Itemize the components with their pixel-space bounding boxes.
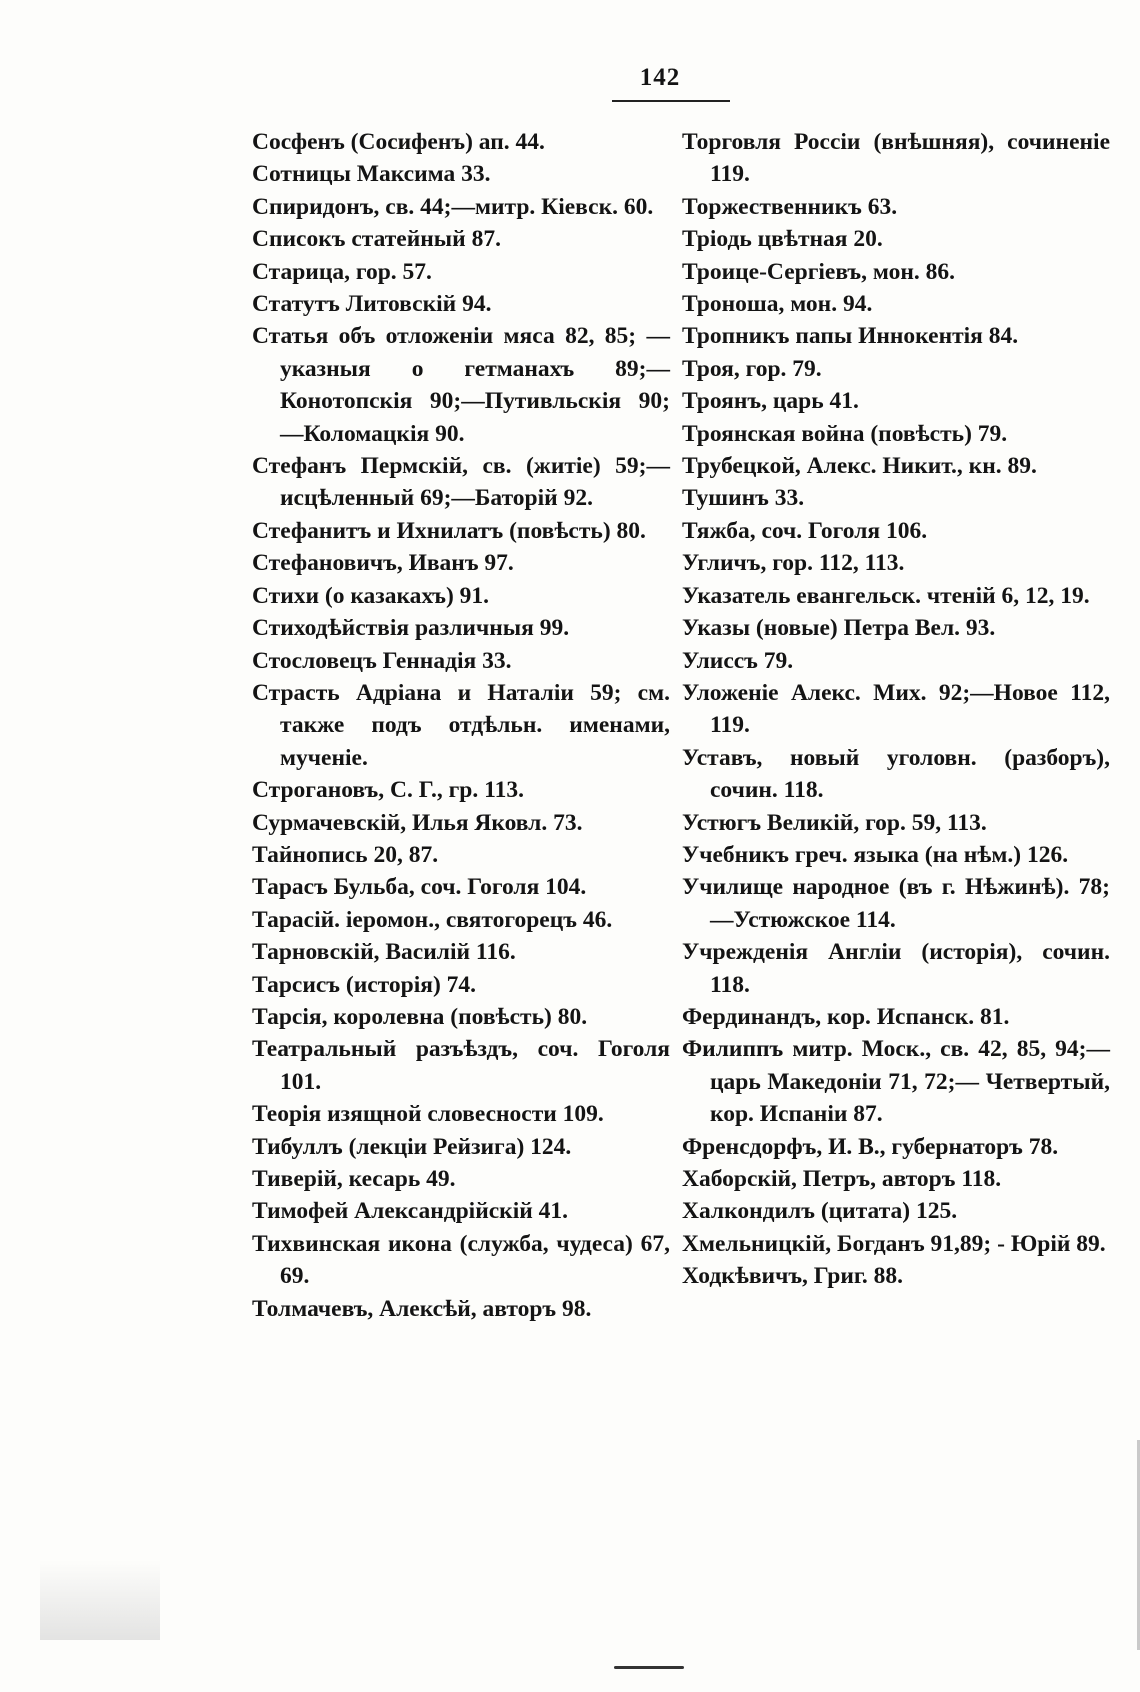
index-entry: Троянская война (повѣсть) 79. — [682, 420, 1008, 447]
index-entry: Списокъ статейный 87. — [252, 226, 501, 253]
index-entry: Училище народное (въ г. Нѣжинѣ). 78;—Устюжское 114. — [682, 874, 1110, 933]
index-entry: Тяжба, соч. Гоголя 106. — [682, 517, 928, 544]
index-entry: Стиходѣйствія различныя 99. — [252, 615, 570, 642]
index-entry: Тимофей Александрійскій 41. — [252, 1198, 569, 1225]
index-column-left — [252, 126, 670, 1325]
index-entry: Стефанитъ и Ихнилатъ (повѣсть) 80. — [252, 517, 646, 544]
index-entry: Тріодь цвѣтная 20. — [682, 226, 883, 253]
index-entry: Троя, гор. 79. — [682, 355, 822, 382]
index-entry: Теорія изящной словесности 109. — [252, 1101, 604, 1128]
index-entry: Стефанъ Пермскій, св. (житіе) 59;— исцѣленный 69;—Баторій 92. — [252, 453, 670, 512]
index-entry: Тарасій. іеромон., святогорецъ 46. — [252, 906, 613, 933]
index-entry: Уставъ, новый уголовн. (разборъ), сочин. 118. — [682, 744, 1110, 804]
index-entry: Сотницы Максима 33. — [252, 161, 491, 188]
index-entry: Стословецъ Геннадія 33. — [252, 647, 512, 674]
index-entry: Френсдорфъ, И. В., губернаторъ 78. — [682, 1133, 1059, 1160]
index-entry: Троице-Сергіевъ, мон. 86. — [682, 258, 955, 285]
index-entry: Учебникъ греч. языка (на нѣм.) 126. — [682, 841, 1069, 868]
index-entry: Тихвинская икона (служба, чудеса) 67, 69. — [252, 1230, 670, 1290]
index-entry: Старица, гор. 57. — [252, 258, 432, 285]
index-entry: Страсть Адріана и Наталіи 59; см. также подъ отдѣльн. именами, мученіе. — [252, 679, 670, 771]
index-entry: Хаборскій, Петръ, авторъ 118. — [682, 1166, 1002, 1192]
scan-shadow-artifact — [40, 1560, 160, 1640]
index-entry: Учрежденія Англіи (исторія), сочин. 118. — [682, 939, 1110, 998]
index-entry: Указы (новые) Петра Вел. 93. — [682, 615, 996, 642]
bottom-ornament — [614, 1666, 684, 1669]
index-entry: Статутъ Литовскій 94. — [252, 291, 492, 318]
index-entry: Ходкѣвичъ, Григ. 88. — [682, 1263, 904, 1290]
index-entry: Указатель евангельск. чтеній 6, 12, 19. — [682, 582, 1090, 609]
index-entry: Устюгъ Великій, гор. 59, 113. — [682, 809, 987, 836]
index-entry: Тибуллъ (лекціи Рейзига) 124. — [252, 1133, 572, 1160]
index-entry: Спиридонъ, св. 44;—митр. Кіевск. 60. — [252, 193, 654, 220]
index-entry: Стихи (о казакахъ) 91. — [252, 582, 490, 609]
index-entry: Стефановичъ, Иванъ 97. — [252, 550, 514, 577]
index-entry: Халкондилъ (цитата) 125. — [682, 1198, 958, 1225]
index-entry: Сосфенъ (Сосифенъ) ап. 44. — [252, 129, 545, 155]
index-column-right — [682, 126, 1110, 1293]
index-entry: Тушинъ 33. — [682, 485, 805, 512]
index-entry: Театральный разъѣздъ, соч. Гоголя 101. — [252, 1036, 670, 1095]
index-entry: Тайнопись 20, 87. — [252, 841, 439, 868]
index-entry: Строгановъ, С. Г., гр. 113. — [252, 777, 524, 804]
index-entry: Хмельницкій, Богданъ 91,89; - Юрій 89. — [682, 1230, 1106, 1257]
page-number: 142 — [639, 64, 681, 91]
index-entry: Тарсисъ (исторія) 74. — [252, 971, 477, 998]
page-number-rule — [612, 100, 730, 102]
index-entry: Трубецкой, Алекс. Никит., кн. 89. — [682, 453, 1037, 480]
index-entry: Филиппъ митр. Моск., св. 42, 85, 94;—царь Македоніи 71, 72;— Четвертый, кор. Испаніи 87. — [682, 1036, 1110, 1128]
index-entry: Тиверій, кесарь 49. — [252, 1166, 456, 1192]
index-entry: Тарсія, королевна (повѣсть) 80. — [252, 1003, 588, 1030]
index-entry: Уложеніе Алекс. Мих. 92;—Новое 112, 119. — [682, 679, 1110, 739]
index-entry: Торговля Россіи (внѣшняя), сочиненіе 119. — [682, 129, 1110, 188]
index-entry: Толмачевъ, Алексѣй, авторъ 98. — [252, 1295, 592, 1322]
index-entry: Торжественникъ 63. — [682, 193, 898, 220]
index-entry: Тарасъ Бульба, соч. Гоголя 104. — [252, 874, 587, 901]
index-entry: Угличъ, гор. 112, 113. — [682, 550, 905, 577]
index-entry: Улиссъ 79. — [682, 647, 794, 674]
index-entry: Тропникъ папы Иннокентія 84. — [682, 323, 1019, 350]
index-entry: Тарновскій, Василій 116. — [252, 939, 516, 966]
index-entry: Троянъ, царь 41. — [682, 388, 859, 415]
index-entry: Статья объ отложеніи мяса 82, 85; —указныя о гетманахъ 89;—Конотопскія 90;—Путивльскія 90;—Коломацкія 90. — [252, 323, 670, 447]
index-entry: Фердинандъ, кор. Испанск. 81. — [682, 1003, 1010, 1030]
index-entry: Сурмачевскій, Илья Яковл. 73. — [252, 809, 583, 836]
index-entry: Троноша, мон. 94. — [682, 291, 873, 318]
